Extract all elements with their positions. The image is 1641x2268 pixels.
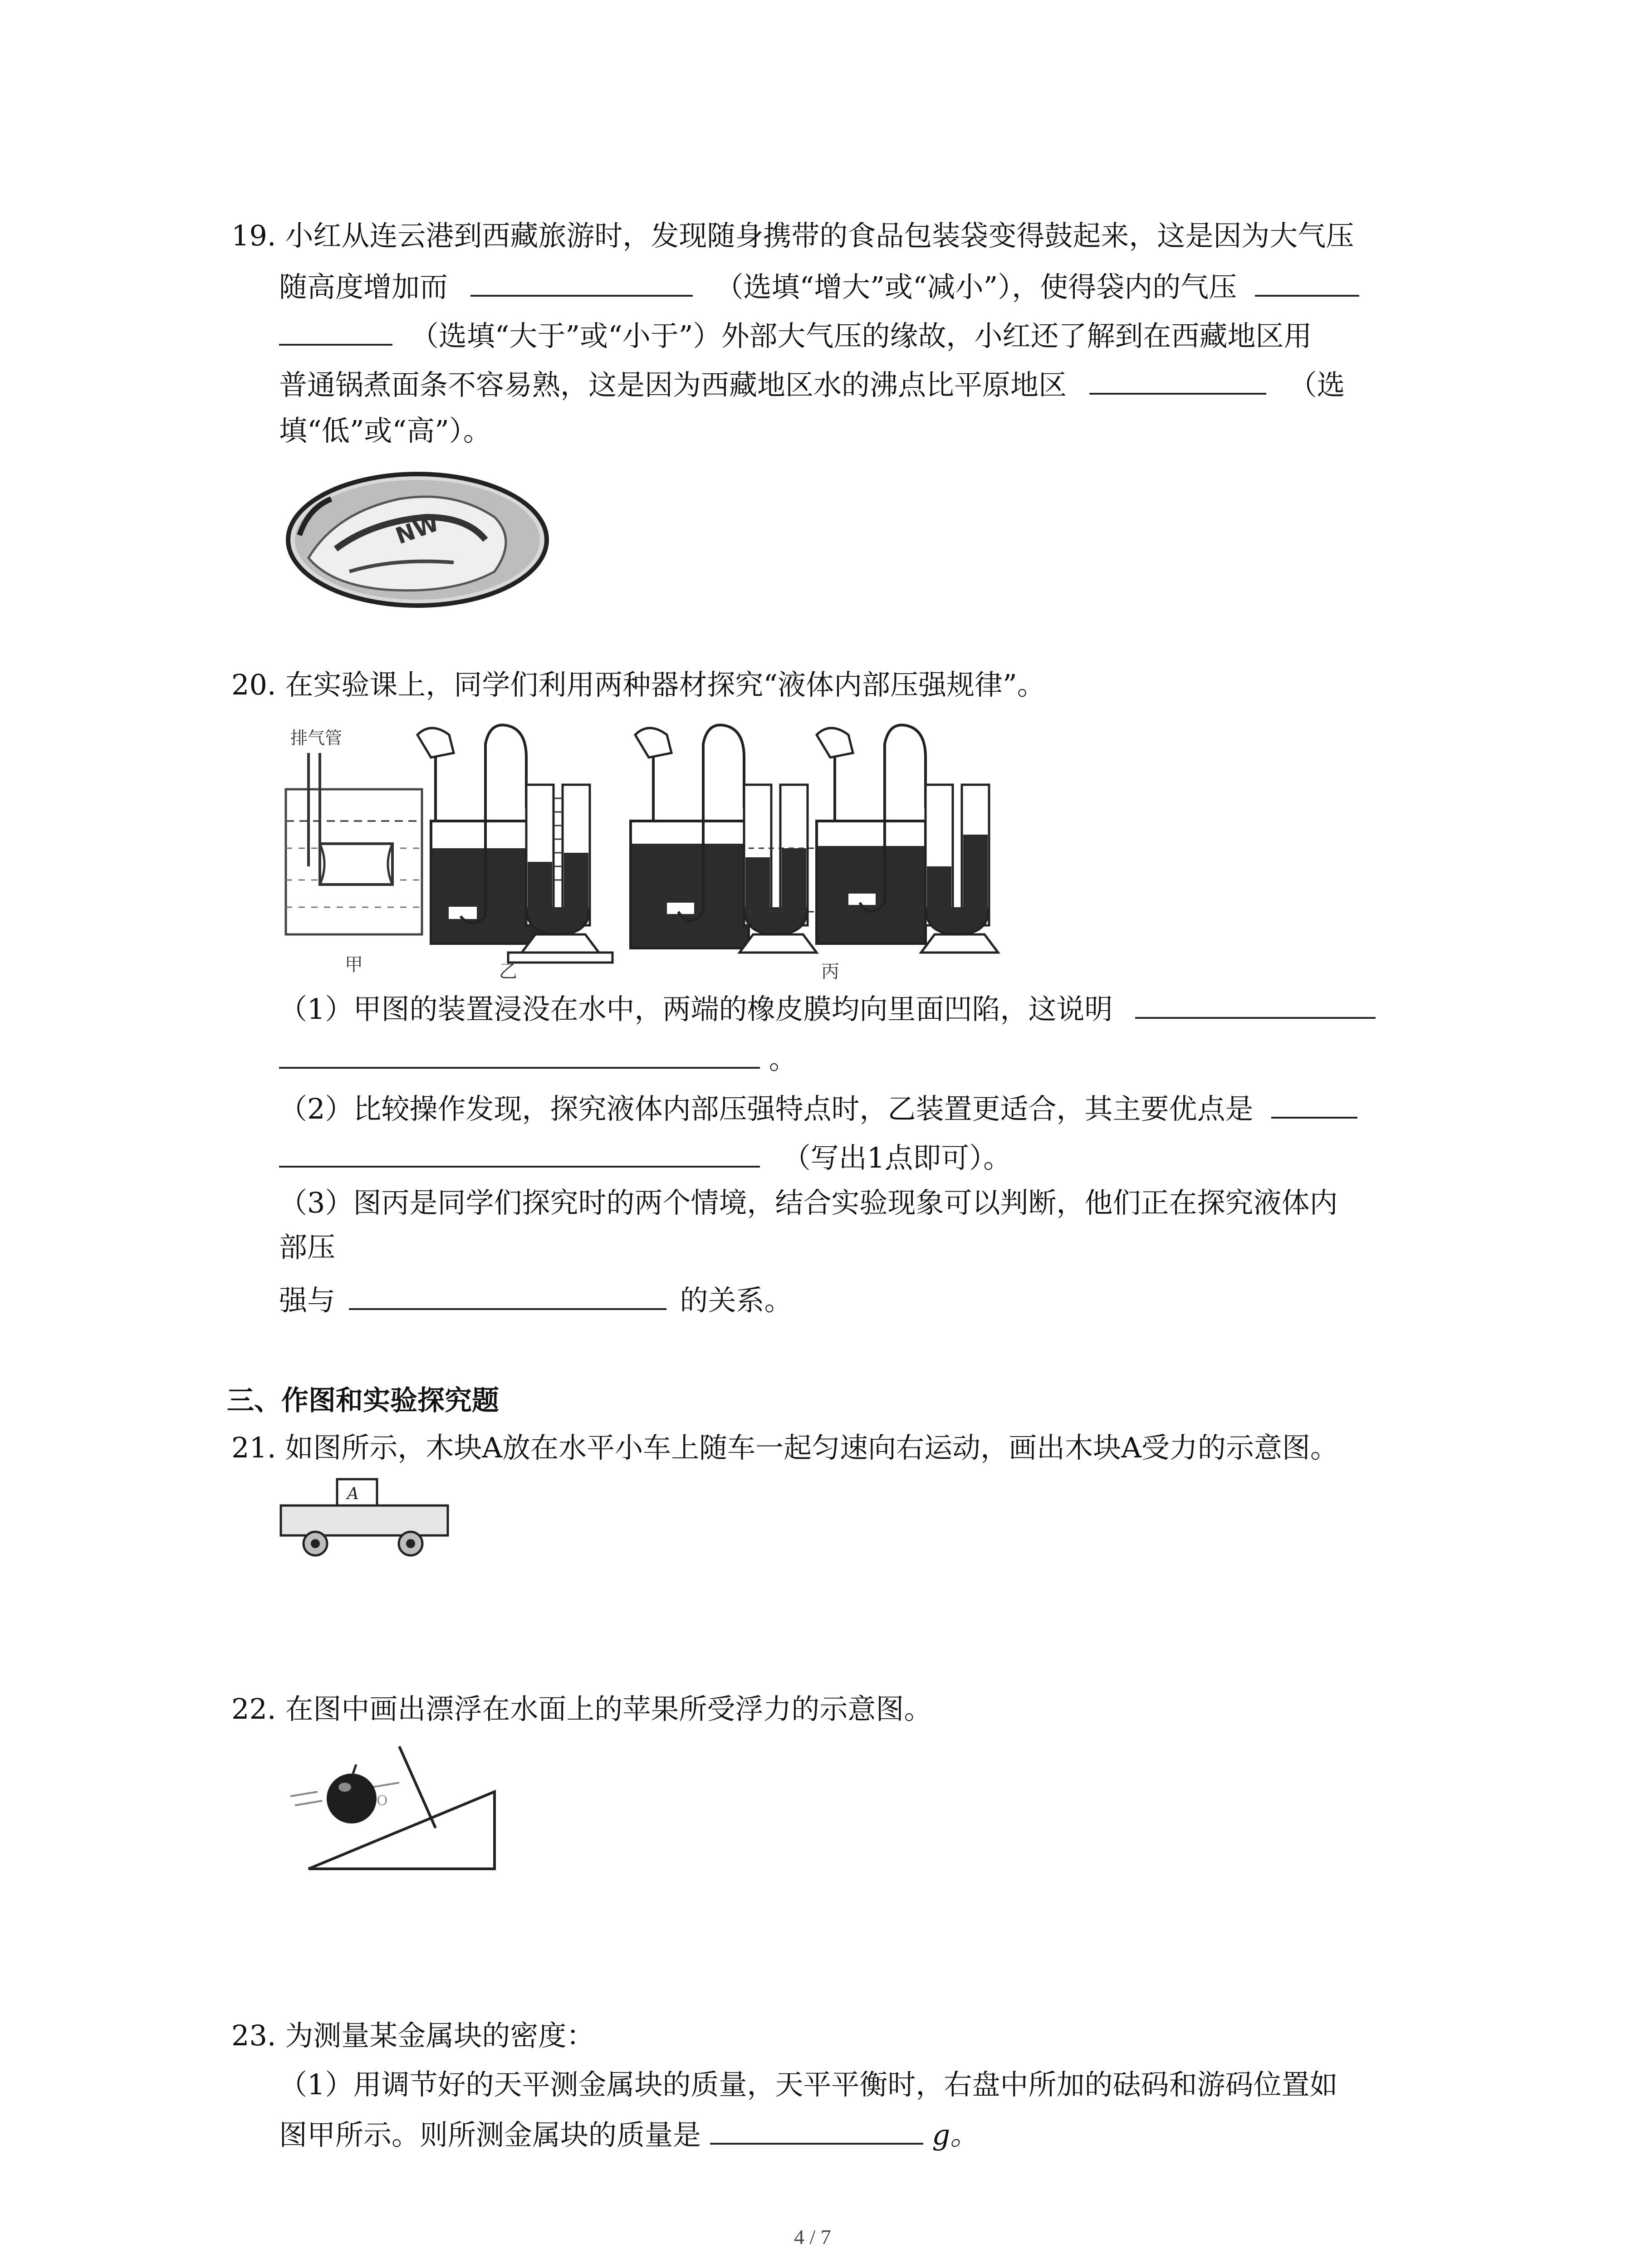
- q20-blank-2b[interactable]: [279, 1138, 760, 1168]
- q19-line3: [279, 316, 1312, 354]
- q23-part1-line1: （1）用调节好的天平测金属块的质量，天平平衡时，右盘中所加的砝码和游码位置如: [279, 2068, 1338, 2101]
- q20-blank-3[interactable]: [349, 1280, 666, 1310]
- q20-p1-text: （1）甲图的装置浸没在水中，两端的橡皮膜均向里面凹陷，这说明: [279, 992, 1113, 1026]
- q20-part3-line3: [279, 1280, 792, 1319]
- q19-blank-3[interactable]: [1089, 365, 1266, 395]
- block-a-label: A: [347, 1485, 359, 1503]
- fig-label-yi: 乙: [499, 961, 517, 980]
- q21-stem-line: [231, 1430, 1338, 1466]
- q19-text-4a: 普通锅煮面条不容易熟，这是因为西藏地区水的沸点比平原地区: [279, 368, 1067, 401]
- q22-apple-figure: [281, 1742, 499, 1878]
- q20-part1-line2: [279, 1039, 797, 1077]
- q22-number: 22.: [231, 1692, 276, 1725]
- q19-line1: [231, 218, 1354, 254]
- q20-part1-line1: [279, 989, 1376, 1027]
- q19-text-2b: （选填“增大”或“减小”），使得袋内的气压: [715, 270, 1237, 303]
- q20-part2-line1: [279, 1089, 1357, 1127]
- q20-p2-end: （写出1点即可）。: [782, 1141, 1012, 1174]
- fig-label-bing: 丙: [821, 961, 839, 980]
- q19-text-2a: 随高度增加而: [279, 270, 448, 303]
- q19-stem-line1: 小红从连云港到西藏旅游时，发现随身携带的食品包装袋变得鼓起来，这是因为大气压: [285, 219, 1354, 252]
- q19-text-3: （选填“大于”或“小于”）外部大气压的缘故，小红还了解到在西藏地区用: [410, 319, 1312, 352]
- q20-blank-1b[interactable]: [279, 1039, 760, 1069]
- q19-number: 19.: [231, 219, 276, 252]
- q23-p1-text: 图甲所示。则所测金属块的质量是: [279, 2118, 701, 2151]
- q20-stem-line: [231, 667, 1045, 703]
- q23-stem: 为测量某金属块的密度：: [285, 2019, 595, 2052]
- q19-blank-2a[interactable]: [1255, 267, 1359, 297]
- q19-text-4b: （选: [1288, 368, 1345, 401]
- q19-line2: [279, 267, 1359, 305]
- q20-part3-line2: 部压: [279, 1231, 336, 1264]
- svg-text:O: O: [377, 1793, 388, 1809]
- q20-stem: 在实验课上，同学们利用两种器材探究“液体内部压强规律”。: [285, 668, 1045, 701]
- q23-number: 23.: [231, 2019, 276, 2052]
- fig-yi-manometer: [417, 725, 612, 980]
- q19-blank-2b[interactable]: [279, 316, 392, 346]
- q19-line4: [279, 365, 1345, 403]
- q20-apparatus-figure: [281, 717, 1025, 980]
- q23-stem-line: [231, 2018, 594, 2054]
- q20-p1-end: 。: [769, 1042, 797, 1075]
- q20-part2-line2: [279, 1138, 1011, 1176]
- fig-jia-beaker: [286, 728, 422, 975]
- q20-p3-text: 强与: [279, 1284, 336, 1317]
- svg-text:NW: NW: [392, 509, 443, 550]
- q22-stem: 在图中画出漂浮在水面上的苹果所受浮力的示意图。: [285, 1692, 932, 1725]
- q23-unit: g。: [932, 2118, 979, 2151]
- q19-bag-photo: [281, 467, 554, 612]
- fig-bing-scene-2: [817, 725, 998, 980]
- q20-number: 20.: [231, 668, 276, 701]
- q20-p2-text: （2）比较操作发现，探究液体内部压强特点时，乙装置更适合，其主要优点是: [279, 1092, 1254, 1125]
- fig-label-jia: 甲: [345, 954, 363, 975]
- q21-stem: 如图所示，木块A放在水平小车上随车一起匀速向右运动，画出木块A受力的示意图。: [285, 1431, 1338, 1464]
- q19-line5: 填“低”或“高”）。: [279, 414, 491, 447]
- q20-blank-1a[interactable]: [1135, 989, 1376, 1019]
- page-number: 4 / 7: [794, 2225, 831, 2248]
- q23-part1-line2: [279, 2115, 978, 2153]
- q20-part3-line1: （3）图丙是同学们探究时的两个情境，结合实验现象可以判断，他们正在探究液体内: [279, 1186, 1338, 1219]
- section-3-title: 三、作图和实验探究题: [227, 1385, 499, 1417]
- exhaust-tube-label: 排气管: [290, 728, 343, 748]
- q21-number: 21.: [231, 1431, 276, 1464]
- q21-cart-figure: [279, 1476, 451, 1558]
- q22-stem-line: [231, 1691, 932, 1727]
- q19-blank-1[interactable]: [470, 267, 693, 297]
- q20-p3-end: 的关系。: [680, 1284, 793, 1317]
- q20-blank-2a[interactable]: [1271, 1089, 1357, 1119]
- q23-blank-mass[interactable]: [710, 2115, 923, 2145]
